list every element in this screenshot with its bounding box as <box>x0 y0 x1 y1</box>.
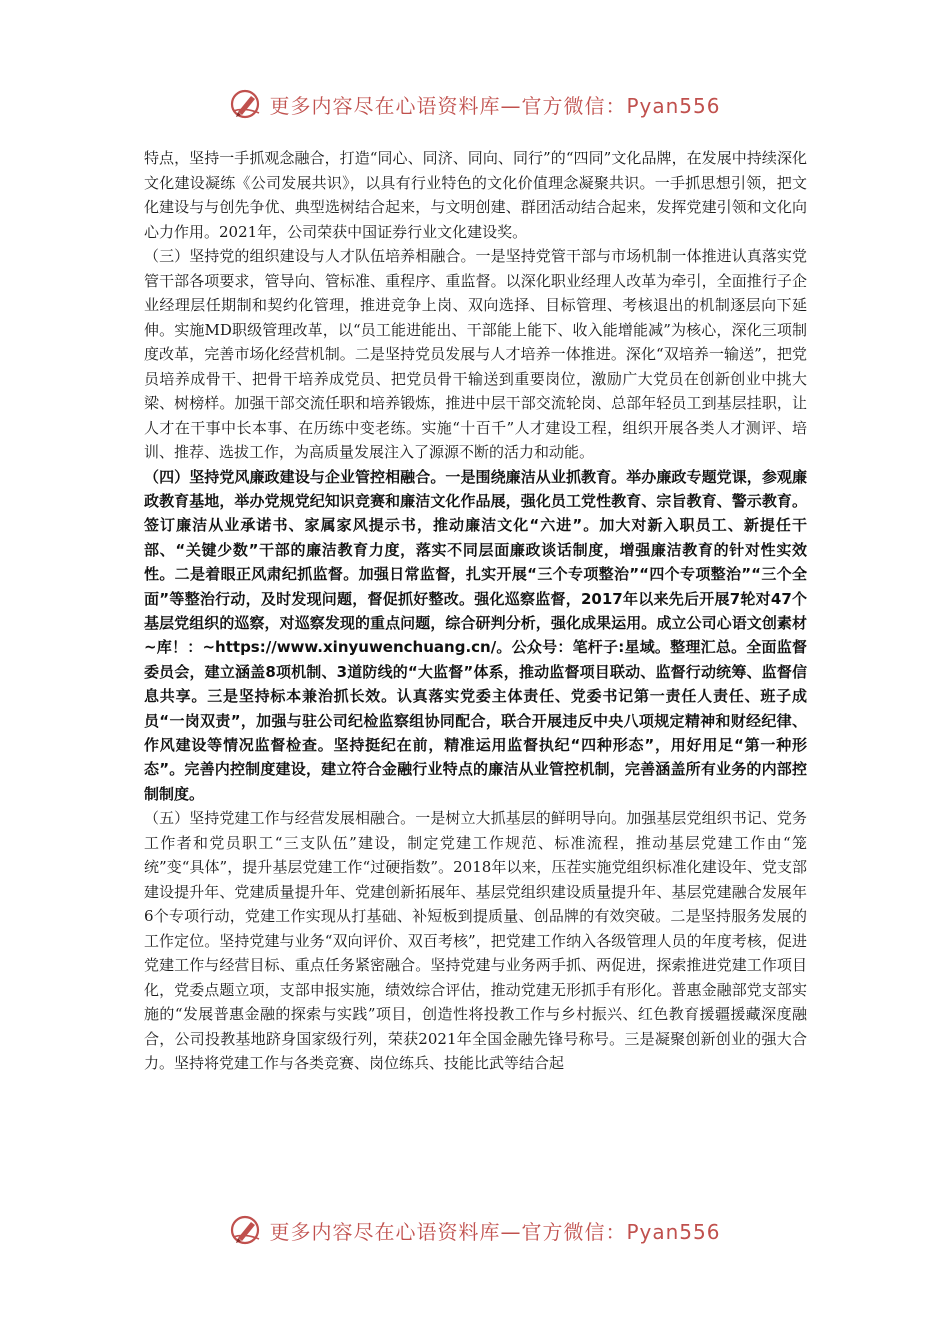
banner-text: 更多内容尽在心语资料库—官方微信：Pyan556 <box>269 1219 721 1244</box>
banner-text: 更多内容尽在心语资料库—官方微信：Pyan556 <box>269 93 721 118</box>
pen-logo-icon <box>229 87 263 121</box>
paragraph-organization: （三）坚持党的组织建设与人才队伍培养相融合。一是坚持党管干部与市场机制一体推进认真落实党管干部各项要求，管导向、管标准、重程序、重监督。以深化职业经理人改革为牵引，全面推行子企业经理层任期制和契约化管理，推进竞争上岗、双向选择、目标管理、考核退出的机制逐层向下延伸。实施MD职级管理改革，以“员工能进能出、干部能上能下、收入能增能减”为核心，深化三项制度改革，完善市场化经营机制。二是坚持党员发展与人才培养一体推进。深化“双培养一输送”，把党员培养成骨干、把骨干培养成党员、把党员骨干输送到重要岗位，激励广大党员在创新创业中挑大梁、树榜样。加强干部交流任职和培养锻炼，推进中层干部交流轮岗、总部年轻员工到基层挂职，让人才在干事中长本事、在历练中变老练。实施“十百千”人才建设工程，组织开展各类人才测评、培训、推荐、选拔工作，为高质量发展注入了源源不断的活力和动能。 <box>144 247 807 461</box>
document-body <box>144 146 807 1076</box>
paragraph-operations: （五）坚持党建工作与经营发展相融合。一是树立大抓基层的鲜明导向。加强基层党组织书记、党务工作者和党员职工“三支队伍”建设，制定党建工作规范、标准流程，推动基层党建工作由“笼统”变“具体”，提升基层党建工作“过硬指数”。2018年以来，压茬实施党组织标准化建设年、党支部建设提升年、党建质量提升年、党建创新拓展年、基层党组织建设质量提升年、基层党建融合发展年6个专项行动，党建工作实现从打基础、补短板到提质量、创品牌的有效突破。二是坚持服务发展的工作定位。坚持党建与业务“双向评价、双百考核”，把党建工作纳入各级管理人员的年度考核，促进党建工作与经营目标、重点任务紧密融合。坚持党建与业务两手抓、两促进，探索推进党建工作项目化，党委点题立项，支部申报实施，绩效综合评估，推动党建无形抓手有形化。普惠金融部党支部实施的“发展普惠金融的探索与实践”项目，创造性将投教工作与乡村振兴、红色教育援疆援藏深度融合，公司投教基地跻身国家级行列，荣获2021年全国金融先锋号称号。三是凝聚创新创业的强大合力。坚持将党建工作与各类竞赛、岗位练兵、技能比武等结合起 <box>144 809 807 1073</box>
paragraph-integrity: （四）坚持党风廉政建设与企业管控相融合。一是围绕廉洁从业抓教育。举办廉政专题党课，参观廉政教育基地，举办党规党纪知识竞赛和廉洁文化作品展，强化员工党性教育、宗旨教育、警示教育。签订廉洁从业承诺书、家属家风提示书，推动廉洁文化“六进”。加大对新入职员工、新提任干部、“关键少数”干部的廉洁教育力度，落实不同层面廉政谈话制度，增强廉洁教育的针对性实效性。二是着眼正风肃纪抓监督。加强日常监督，扎实开展“三个专项整治”“四个专项整治”“三个全面”等整治行动，及时发现问题，督促抓好整改。强化巡察监督，2017年以来先后开展7轮对47个基层党组织的巡察，对巡察发现的重点问题，综合研判分析，强化成果运用。成立公司心语文创素材~库！：~https://www.xinyuwenchuang.cn/。公众号：笔杆子:星域。整理汇总。全面监督委员会，建立涵盖8项机制、3道防线的“大监督”体系，推动监督项目联动、监督行动统筹、监督信息共享。三是坚持标本兼治抓长效。认真落实党委主体责任、党委书记第一责任人责任、班子成员“一岗双责”，加强与驻公司纪检监察组协同配合，联合开展违反中央八项规定精神和财经纪律、作风建设等情况监督检查。坚持挺纪在前，精准运用监督执纪“四种形态”，用好用足“第一种形态”。完善内控制度建设，建立符合金融行业特点的廉洁从业管控机制，完善涵盖所有业务的内部控制制度。 <box>144 467 807 803</box>
paragraph-culture: 特点，坚持一手抓观念融合，打造“同心、同济、同向、同行”的“四同”文化品牌，在发展中持续深化文化建设凝练《公司发展共识》，以具有行业特色的文化价值理念凝聚共识。一手抓思想引领，把文化建设与与创先争优、典型选树结合起来，与文明创建、群团活动结合起来，发挥党建引领和文化向心力作用。2021年，公司荣获中国证券行业文化建设奖。 <box>144 149 807 241</box>
pen-logo-icon <box>229 1213 263 1247</box>
footer-banner <box>0 1210 950 1250</box>
header-banner <box>0 84 950 124</box>
